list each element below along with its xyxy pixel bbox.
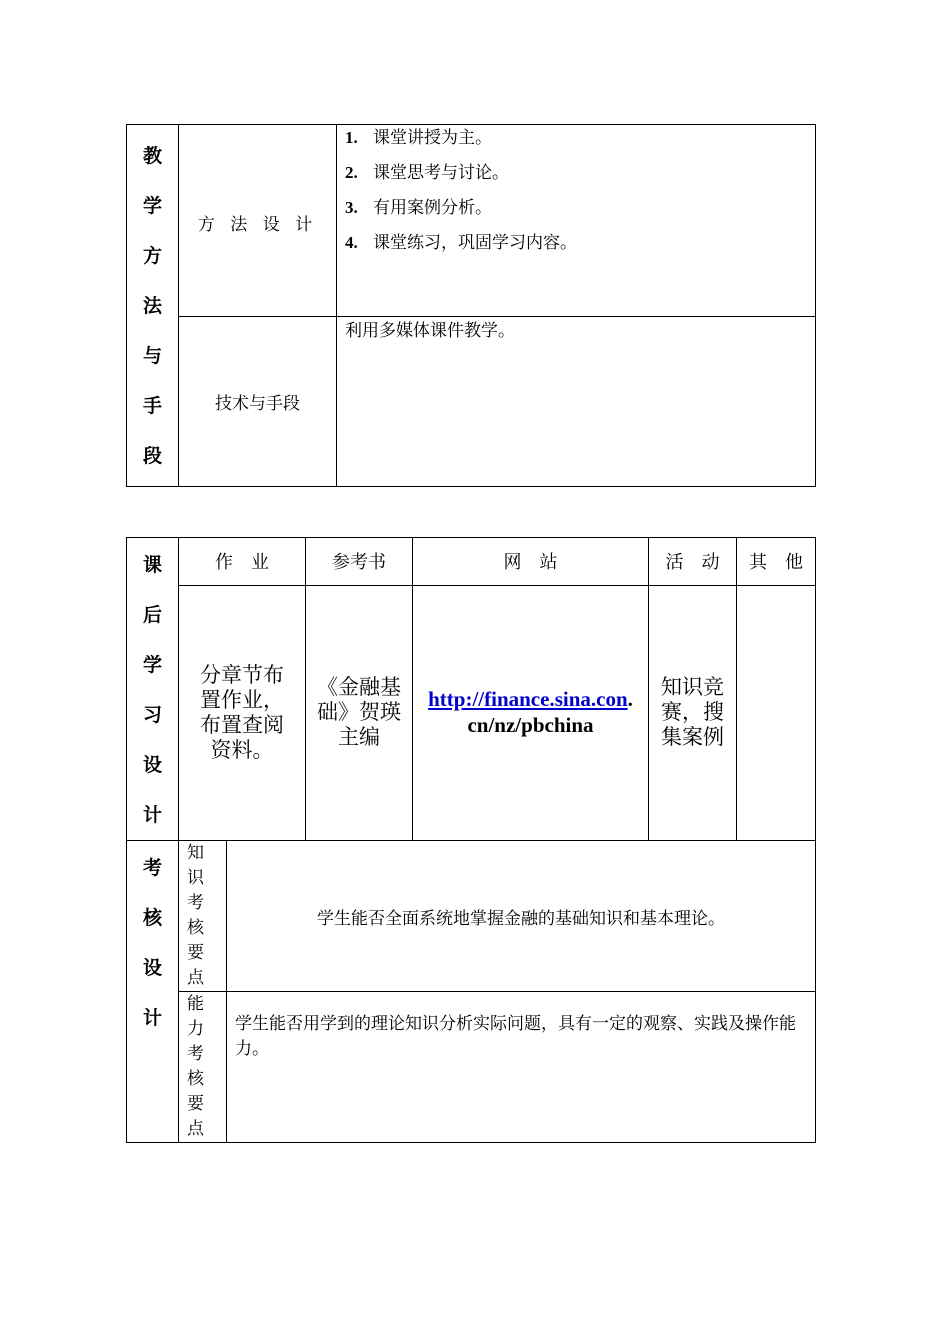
- knowledge-assessment-content: 学生能否全面系统地掌握金融的基础知识和基本理论。: [227, 841, 816, 992]
- header-activity: 活 动: [649, 538, 737, 586]
- list-item: 3. 有用案例分析。: [345, 198, 492, 218]
- side-char: 教: [142, 144, 162, 167]
- side-char: 计: [142, 1007, 162, 1029]
- tech-means-content: 利用多媒体课件教学。: [337, 317, 816, 487]
- teaching-method-table: [126, 124, 816, 487]
- side-char: 核: [142, 907, 162, 929]
- method-design-label: 方 法 设 计: [179, 125, 337, 317]
- assessment-side-label: [127, 841, 179, 1143]
- list-item: 4. 课堂练习，巩固学习内容。: [345, 233, 577, 253]
- side-char: 方: [142, 244, 162, 267]
- header-other: 其 他: [737, 538, 816, 586]
- website-content: http://finance.sina.con. cn/nz/pbchina: [413, 585, 649, 840]
- header-reference: 参考书: [306, 538, 413, 586]
- other-content: [737, 585, 816, 840]
- side-char: 与: [142, 344, 162, 367]
- side-char: 设: [142, 754, 162, 776]
- side-char: 学: [142, 654, 162, 676]
- ability-assessment-content: 学生能否用学到的理论知识分析实际问题，具有一定的观察、实践及操作能力。: [227, 992, 816, 1143]
- reference-content: 《金融基 础》贺瑛 主编: [306, 585, 413, 840]
- side-char: 设: [142, 957, 162, 979]
- ability-assessment-label: 能 力 考 核 要 点: [179, 992, 227, 1143]
- side-char: 法: [142, 294, 162, 317]
- list-item: 1. 课堂讲授为主。: [345, 128, 492, 148]
- side-char: 习: [142, 704, 162, 726]
- side-char: 课: [142, 554, 162, 576]
- side-char: 手: [142, 394, 162, 417]
- tech-means-label: 技术与手段: [179, 317, 337, 487]
- side-char: 计: [142, 804, 162, 826]
- activity-content: 知识竞 赛，搜 集案例: [649, 585, 737, 840]
- side-char: 学: [142, 194, 162, 217]
- website-link[interactable]: http://finance.sina.con: [428, 687, 628, 712]
- homework-content: 分章节布 置作业， 布置查阅 资料。: [179, 585, 306, 840]
- side-char: 后: [142, 604, 162, 626]
- header-homework: 作 业: [179, 538, 306, 586]
- after-class-side-label: [127, 538, 179, 841]
- list-item: 2. 课堂思考与讨论。: [345, 163, 509, 183]
- method-design-content: [337, 125, 816, 317]
- header-website: 网 站: [413, 538, 649, 586]
- method-list: [337, 125, 815, 265]
- teaching-method-side-label: [127, 125, 179, 487]
- side-char: 段: [142, 444, 162, 467]
- side-char: 考: [142, 857, 162, 879]
- knowledge-assessment-label: 知 识 考 核 要 点: [179, 841, 227, 992]
- after-class-table: [126, 537, 816, 1143]
